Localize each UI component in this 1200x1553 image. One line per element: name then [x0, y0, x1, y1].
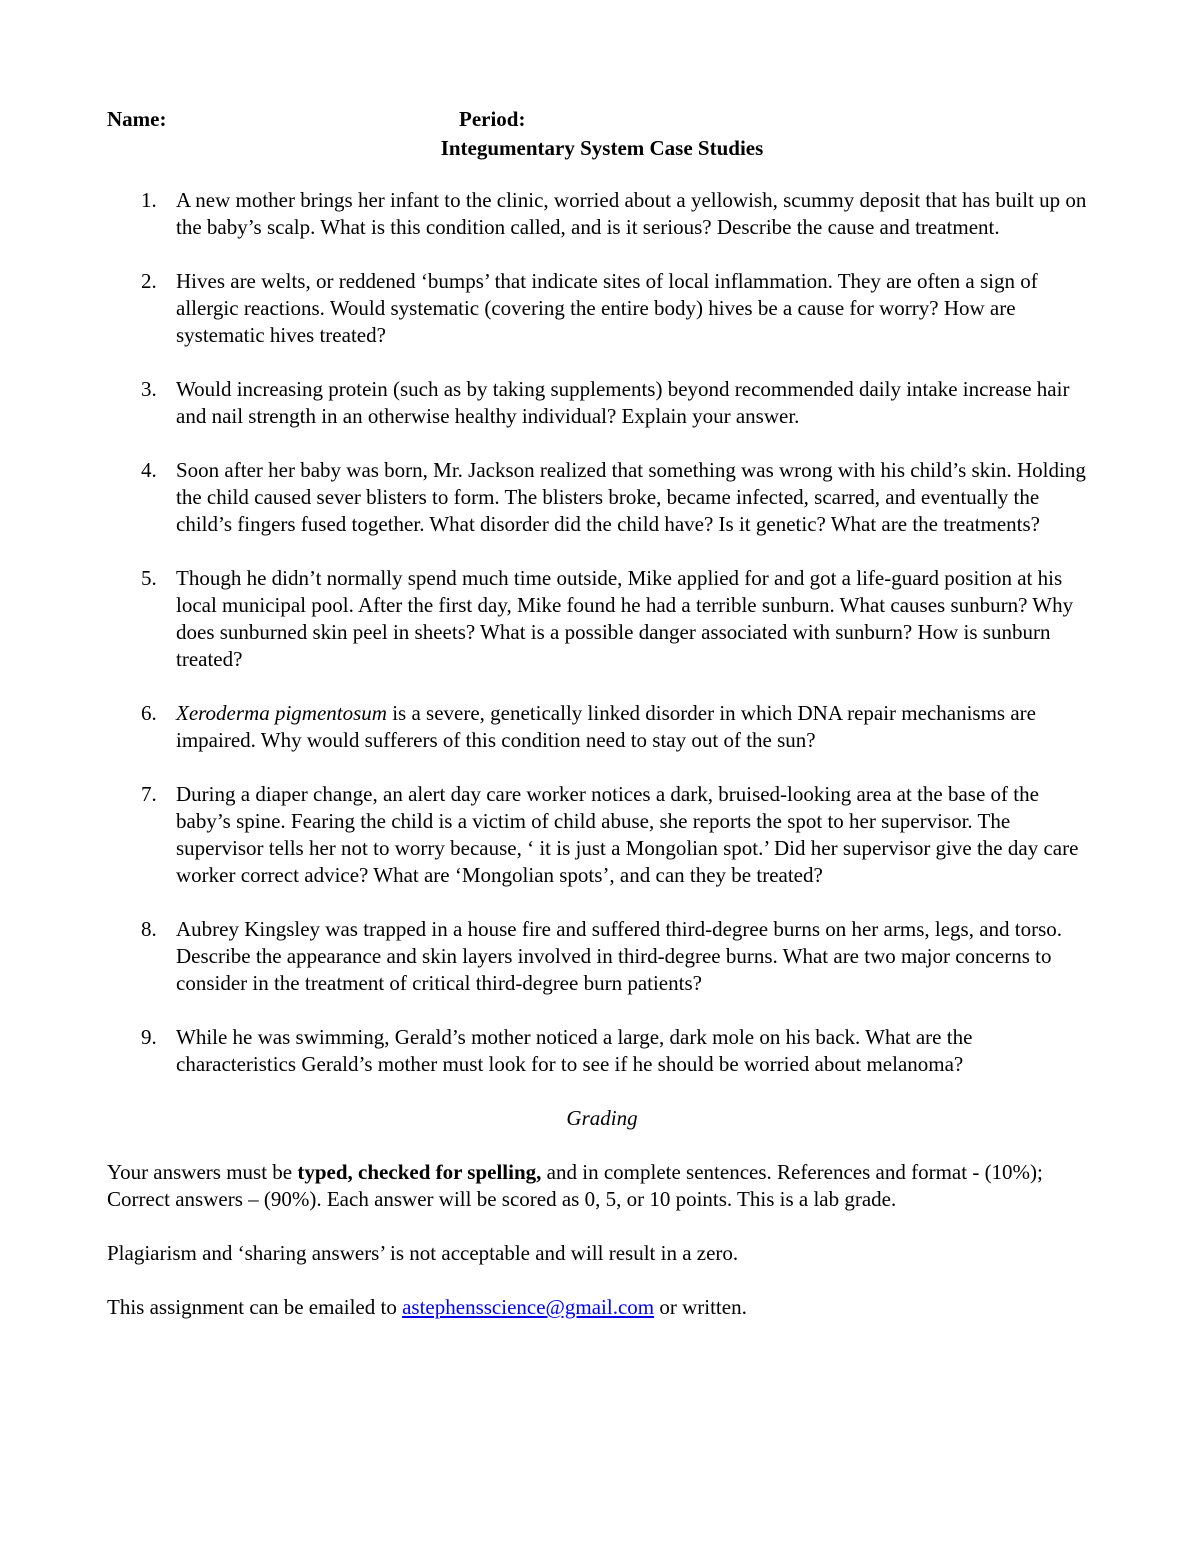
question-text: is a severe, genetically linked disorder in which DNA repair mechanisms are impaired. Why would sufferers of this condition need to stay out of the sun? [176, 701, 1036, 752]
list-item [107, 565, 1094, 673]
grading-heading: Grading [566, 1106, 638, 1130]
question-text: During a diaper change, an alert day care worker notices a dark, bruised-looking area at the base of the baby’s spine. Fearing the child is a victim of child abuse, she reports the spot to her supervisor. The supervisor tells her not to worry because, ‘ it is just a Mongolian spot.’ Did her supervisor give the day care worker correct advice? What are ‘Mongolian spots’, and can they be treated? [176, 782, 1079, 887]
list-item [107, 268, 1094, 349]
disorder-term: Xeroderma pigmentosum [176, 701, 387, 725]
question-text: Would increasing protein (such as by taking supplements) beyond recommended daily intake increase hair and nail strength in an otherwise healthy individual? Explain your answer. [176, 377, 1070, 428]
list-item [107, 700, 1094, 754]
question-text: A new mother brings her infant to the clinic, worried about a yellowish, scummy deposit that has built up on the baby’s scalp. What is this condition called, and is it serious? Describe the cause and treatment. [176, 188, 1087, 239]
grading-text-end: and in complete sentences. References and format - (10%); Correct answers – (90%). Each answer will be scored as 0, 5, or 10 points. This is a lab grade. [107, 1160, 1043, 1211]
question-number: 9. [141, 1025, 157, 1049]
list-item [107, 1024, 1094, 1078]
list-item [107, 916, 1094, 997]
question-text: Hives are welts, or reddened ‘bumps’ that indicate sites of local inflammation. They are often a sign of allergic reactions. Would systematic (covering the entire body) hives be a cause for worry? How are systematic hives treated? [176, 269, 1038, 347]
question-number: 1. [141, 188, 157, 212]
header-row [107, 106, 1097, 133]
grading-text-start: Your answers must be [107, 1160, 298, 1184]
list-item [107, 457, 1094, 538]
submission-note [107, 1294, 1097, 1321]
submission-text-end: or written. [654, 1295, 747, 1319]
email-link[interactable]: astephensscience@gmail.com [402, 1295, 655, 1319]
page-title: Integumentary System Case Studies [440, 136, 764, 160]
question-number: 5. [141, 566, 157, 590]
question-number: 2. [141, 269, 157, 293]
question-number: 6. [141, 701, 157, 725]
period-label: Period: [459, 107, 526, 131]
question-text: Soon after her baby was born, Mr. Jackson realized that something was wrong with his child’s skin. Holding the child caused sever blisters to form. The blisters broke, became infected, scarred, and eventually the child’s fingers fused together. What disorder did the child have? Is it genetic? What are the treatments? [176, 458, 1086, 536]
question-number: 3. [141, 377, 157, 401]
question-text: While he was swimming, Gerald’s mother noticed a large, dark mole on his back. What are the characteristics Gerald’s mother must look for to see if he should be worried about melanoma? [176, 1025, 973, 1076]
question-text: Aubrey Kingsley was trapped in a house fire and suffered third-degree burns on her arms, legs, and torso. Describe the appearance and skin layers involved in third-degree burns. What are two major concerns to consider in the treatment of critical third-degree burn patients? [176, 917, 1063, 995]
submission-text-start: This assignment can be emailed to [107, 1295, 403, 1319]
question-number: 4. [141, 458, 157, 482]
questions-list [107, 187, 1097, 1078]
list-item [107, 781, 1094, 889]
plagiarism-notice: Plagiarism and ‘sharing answers’ is not acceptable and will result in a zero. [107, 1241, 739, 1265]
list-item [107, 187, 1094, 241]
grading-text-bold: typed, checked for spelling, [297, 1160, 542, 1184]
name-label: Name: [107, 107, 167, 131]
document-page [107, 106, 1097, 1321]
question-text: Though he didn’t normally spend much time outside, Mike applied for and got a life-guard position at his local municipal pool. After the first day, Mike found he had a terrible sunburn. What causes sunburn? Why does sunburned skin peel in sheets? What is a possible danger associated with sunburn? How is sunburn treated? [176, 566, 1074, 671]
grading-requirements [107, 1159, 1097, 1213]
question-number: 8. [141, 917, 157, 941]
list-item [107, 376, 1094, 430]
question-number: 7. [141, 782, 157, 806]
